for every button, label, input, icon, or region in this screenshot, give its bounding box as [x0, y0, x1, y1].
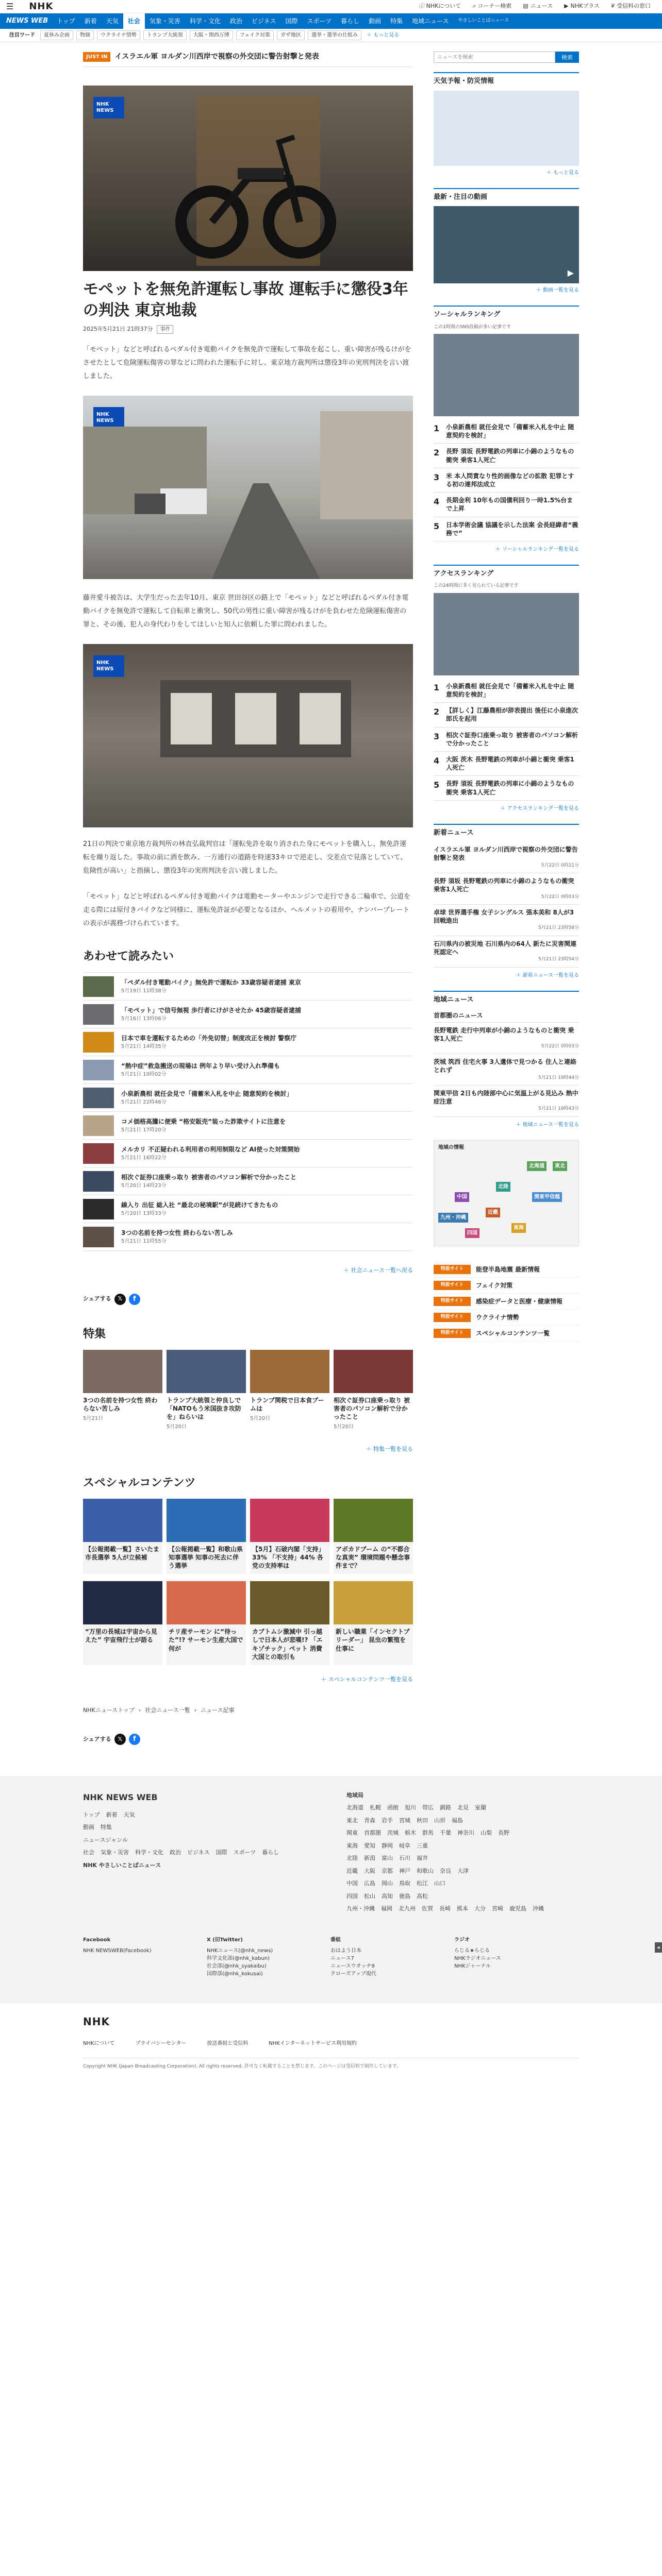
- share-bar: [83, 1294, 413, 1305]
- moped-silhouette: [83, 86, 413, 271]
- rank-number: 1: [434, 682, 440, 692]
- feature-thumbnail: [250, 1350, 329, 1393]
- main-column: [83, 52, 413, 1745]
- tab-politics[interactable]: 政治: [229, 18, 242, 25]
- tab-easy-news[interactable]: やさしいことばニュース: [458, 18, 509, 24]
- special-card[interactable]: [250, 1581, 329, 1665]
- search-input[interactable]: [434, 52, 555, 63]
- special-title: 新しい職業「インセクトブリーダー」 昆虫の繁殖を仕事に: [336, 1628, 410, 1652]
- special-thumbnail: [167, 1499, 246, 1542]
- related-title: コメ価格高騰に便乗 “格安販売”装った詐欺サイトに注意を: [121, 1118, 286, 1125]
- special-banners: [434, 1262, 579, 1342]
- feature-thumbnail: [83, 1350, 162, 1393]
- global-links: [419, 2, 651, 11]
- related-date: 5月21日 10時02分: [121, 1072, 167, 1077]
- breadcrumb: [83, 1706, 413, 1715]
- trending-chip[interactable]: 夏休み企画: [40, 30, 73, 40]
- newsweb-brand[interactable]: NEWS WEB: [6, 17, 48, 25]
- article-category[interactable]: 事件: [157, 325, 173, 334]
- play-icon: ▶: [567, 268, 574, 278]
- facebook-share-icon[interactable]: f: [129, 1294, 140, 1305]
- related-thumbnail: [83, 1032, 114, 1053]
- weather-map[interactable]: [434, 91, 579, 166]
- related-thumbnail: [83, 1143, 114, 1164]
- special-title: アボカドブーム の“不都合な真実” 環境問題や懸念事件まで？: [336, 1545, 410, 1569]
- features-list-link[interactable]: ＋ 特集一覧を見る: [366, 1446, 413, 1453]
- street-scene: [83, 396, 413, 579]
- social-ranking-image[interactable]: [434, 334, 579, 416]
- feature-card[interactable]: [334, 1350, 413, 1431]
- social-ranking-link[interactable]: ＋ ソーシャルランキング一覧を見る: [495, 546, 579, 552]
- related-item[interactable]: [83, 1001, 413, 1028]
- related-date: 5月21日 11時55分: [121, 1239, 167, 1244]
- facebook-share-icon[interactable]: f: [129, 1734, 140, 1745]
- link-corner-search[interactable]: ⌕ コーナー検索: [472, 2, 511, 11]
- special-title: 【5月】石破内閣「支持」33% 「不支持」44% 各党の支持率は: [252, 1545, 325, 1569]
- news-icon: ▤: [523, 3, 528, 10]
- region-hokuriku[interactable]: 北陸: [496, 1182, 510, 1192]
- video-more-link[interactable]: ＋ 動画一覧を見る: [536, 287, 579, 293]
- footer-nhk-logo[interactable]: NHK: [83, 2015, 110, 2028]
- tab-disaster[interactable]: 気象・災害: [149, 18, 180, 25]
- breadcrumb-item[interactable]: 社会ニュース一覧: [145, 1707, 190, 1714]
- access-rank-item[interactable]: 3 相次ぐ証券口座乗っ取り 被害者のパソコン解析で分かったこと: [434, 727, 579, 752]
- search-icon: ⌕: [472, 3, 476, 10]
- rank-number: 5: [434, 780, 440, 790]
- special-cards-row2: [83, 1581, 413, 1665]
- rank-number: 4: [434, 497, 440, 507]
- local-news-list: [434, 1009, 579, 1117]
- tab-international[interactable]: 国際: [285, 18, 298, 25]
- access-rank-item[interactable]: 2 【詳しく】江藤農相が辞表提出 後任に小泉進次郎氏を起用: [434, 703, 579, 727]
- banner-noto[interactable]: 特設サイト 能登半島地震 最新情報: [434, 1262, 579, 1278]
- link-news[interactable]: ▤ ニュース: [523, 2, 553, 11]
- footer-link[interactable]: NHKインターネットサービス利用規約: [269, 2040, 357, 2046]
- share-bar-bottom: [83, 1734, 413, 1745]
- access-ranking-note: この24時間に多く見られている記事です: [434, 583, 519, 589]
- social-rank-item[interactable]: 3 米 本人問責なり性的画像などの拡散 犯罪とする初の連邦法成立: [434, 468, 579, 493]
- local-news-heading: 地域ニュース: [434, 991, 579, 1005]
- special-thumbnail: [167, 1581, 246, 1624]
- related-thumbnail: [83, 1227, 114, 1247]
- related-heading: あわせて読みたい: [83, 950, 174, 963]
- tab-science[interactable]: 科学・文化: [189, 18, 221, 25]
- footer-sns: Facebook NHK NEWSWEB(Facebook) X (旧Twitter) NHKニュース(@nhk_news) 科学文化部(@nhk_kabun) 社会部(@nhk_syakaibu) 国際部(@nhk_kokusai) 番組 おはよう日本 ニュース7 ニュースウオッチ9 クローズアップ現代 ラジオ らじる★らじる NHKラジオニュース NHKジャーナル: [83, 1937, 501, 1977]
- trending-words: [0, 29, 662, 42]
- court-plaque: [83, 644, 413, 827]
- special-cards-row1: [83, 1499, 413, 1574]
- feature-thumbnail: [167, 1350, 246, 1393]
- feature-thumbnail: [334, 1350, 413, 1393]
- access-rank-item[interactable]: 1 小泉新農相 就任会見で「備蓄米入札を中止 随意契約を検討」: [434, 679, 579, 703]
- related-item[interactable]: [83, 1223, 413, 1251]
- feature-date: 5月21日: [83, 1415, 104, 1421]
- access-ranking-link[interactable]: ＋ アクセスランキング一覧を見る: [500, 805, 579, 811]
- features-heading: 特集: [83, 1327, 106, 1341]
- banner-special[interactable]: 特設サイト スペシャルコンテンツ一覧: [434, 1326, 579, 1342]
- local-news-item[interactable]: 長野電鉄 走行中列車が小錦のようなものと衝突 乗客1人死亡 5月22日 0時03分: [434, 1023, 579, 1054]
- related-date: 5月16日 13時06分: [121, 1016, 167, 1022]
- related-item[interactable]: [83, 1140, 413, 1167]
- related-thumbnail: [83, 1199, 114, 1219]
- global-header: [0, 0, 662, 13]
- feature-card[interactable]: [83, 1350, 162, 1431]
- trending-chip[interactable]: 大阪・関西万博: [190, 30, 233, 40]
- region-tohoku[interactable]: 東北: [553, 1161, 567, 1171]
- region-kinki[interactable]: 近畿: [486, 1208, 500, 1217]
- related-date: 5月21日 17時20分: [121, 1127, 167, 1133]
- special-card[interactable]: [167, 1499, 246, 1574]
- weather-heading[interactable]: 天気予報・防災情報: [434, 72, 579, 87]
- trending-more-link[interactable]: ＋ もっと見る: [367, 32, 400, 38]
- access-rank-item[interactable]: 4 大阪 茨木 長野電鉄の列車が小錦と衝突 乗客1人死亡: [434, 752, 579, 776]
- related-title: “熱中症”救急搬送の現場は 例年より早い受け入れ準備も: [121, 1062, 280, 1070]
- region-kyushu[interactable]: 九州・沖縄: [438, 1213, 468, 1223]
- related-thumbnail: [83, 1060, 114, 1080]
- link-fee[interactable]: ¥ 受信料の窓口: [611, 2, 651, 11]
- features-cards: [83, 1350, 413, 1431]
- article-paragraph: 「モペット」などと呼ばれるペダル付き電動バイクを無免許で運転して事故を起こし、重い障害が残るけがをさせたとして危険運転傷害の罪などに問われた運転手に対し、東京地方裁判所は懲役3年の実刑判決を言い渡しました。: [83, 346, 411, 380]
- latest-news-link[interactable]: ＋ 新着ニュース一覧を見る: [516, 972, 579, 978]
- special-list-link[interactable]: ＋ スペシャルコンテンツ一覧を見る: [321, 1675, 413, 1683]
- trending-chip[interactable]: 選挙・選挙の仕組み: [308, 30, 361, 40]
- link-about[interactable]: ⓘ NHKについて: [419, 2, 461, 11]
- local-news-item[interactable]: 関東甲信 2日も内陸部中心に気温上がる見込み 熱中症注意 5月21日 19時43分: [434, 1086, 579, 1117]
- weather-more-link[interactable]: ＋ もっと見る: [546, 170, 579, 176]
- trending-chip[interactable]: 物価: [76, 30, 94, 40]
- article-photo-court: [83, 644, 413, 827]
- related-date: 5月21日 14時35分: [121, 1044, 167, 1049]
- nhk-news-badge: NHK NEWS: [93, 407, 124, 429]
- tab-latest[interactable]: 新着: [84, 18, 97, 25]
- breadcrumb-item[interactable]: NHKニューストップ: [83, 1707, 135, 1714]
- tab-top[interactable]: トップ: [57, 18, 75, 25]
- latest-news-item[interactable]: イスラエル軍 ヨルダン川西岸で視察の外交団に警告射撃と発表 5月22日 0時21分: [434, 842, 579, 873]
- latest-news-item[interactable]: 長野 須坂 長野電鉄の列車に小錦のようなもの衝突 乗客1人死亡 5月22日 0時03分: [434, 873, 579, 905]
- region-tokai[interactable]: 東海: [511, 1223, 526, 1233]
- related-title: 小泉新農相 就任会見で「備蓄米入札を中止 随意契約を検討」: [121, 1090, 293, 1097]
- related-title: 「モペット」で信号無視 歩行者にけがさせたか 45歳容疑者逮捕: [121, 1007, 301, 1014]
- related-item[interactable]: [83, 1167, 413, 1195]
- rank-number: 5: [434, 521, 440, 531]
- access-ranking-heading: アクセスランキング: [434, 565, 579, 579]
- banner-health[interactable]: 特設サイト 感染症データと医療・健康情報: [434, 1294, 579, 1310]
- latest-news-list: [434, 842, 579, 968]
- link-nhkplus[interactable]: ▶ NHKプラス: [564, 2, 600, 11]
- nhk-news-badge: NHK NEWS: [93, 97, 124, 118]
- related-date: 5月20日 13時33分: [121, 1211, 167, 1216]
- local-news-link[interactable]: ＋ 地域ニュース一覧を見る: [516, 1122, 579, 1128]
- sidebar: [434, 52, 579, 1745]
- footer-link[interactable]: 放送番組と受信料: [207, 2040, 249, 2046]
- tab-sports[interactable]: スポーツ: [307, 18, 332, 25]
- related-date: 5月19日 11時38分: [121, 988, 167, 994]
- related-title: 「ペダル付き電動バイク」無免許で運転か 33歳容疑者逮捕 東京: [121, 979, 301, 986]
- trending-label: 注目ワード: [9, 32, 35, 38]
- footer-bottom: [0, 2004, 662, 2080]
- trending-chip[interactable]: フェイク対策: [236, 30, 274, 40]
- rank-number: 3: [434, 472, 440, 482]
- society-list-link[interactable]: ＋ 社会ニュース一覧へ戻る: [343, 1267, 413, 1274]
- rank-number: 4: [434, 756, 440, 766]
- related-title: 相次ぐ証券口座乗っ取り 被害者のパソコン解析で分かったこと: [121, 1174, 296, 1181]
- article-photo-moped: [83, 86, 413, 271]
- tab-features[interactable]: 特集: [390, 18, 403, 25]
- article-paragraph: 「モペット」などと呼ばれるペダル付き電動バイクは電動モーターやエンジンで走行できる二輪車で、公道を走る際には原付きバイクなど同様に、運転免許証が必要となるほか、ヘルメットの着用や、ナンバープレートの表示が義務づけられています。: [83, 893, 411, 927]
- special-card[interactable]: [83, 1499, 162, 1574]
- feature-title: トランプ大統領と仲良しで「NATOもう米国抜き攻防を」ねらいは: [167, 1396, 241, 1420]
- just-in-badge: JUST IN: [83, 52, 110, 62]
- social-ranking-heading: ソーシャルランキング: [434, 306, 579, 320]
- rank-number: 2: [434, 707, 440, 717]
- article-paragraph: 藤井愛斗被告は、大学生だった去年10月、東京 世田谷区の路上で「モペット」などと呼ばれるペダル付き電動バイクを無免許で運転して自転車と衝突し、50代の男性に重い障害が残るけがを負わせた危険運転傷害の罪と、その後、犯人の身代わりをしてほしいと知人に依頼した罪に問われました。: [83, 594, 409, 629]
- special-title: 【公報掲載一覧】和歌山県知事選挙 知事の死去に伴う選挙: [169, 1545, 243, 1569]
- scroll-top-tab[interactable]: ◂: [655, 1942, 662, 1953]
- special-heading: スペシャルコンテンツ: [83, 1476, 196, 1489]
- special-title: “万里の長城は宇宙から見えた” 宇宙飛行士が語る: [85, 1628, 157, 1644]
- special-card[interactable]: [334, 1581, 413, 1665]
- article-meta: [83, 325, 413, 334]
- feature-card[interactable]: [250, 1350, 329, 1431]
- footer-link[interactable]: NHKについて: [83, 2040, 115, 2046]
- article-title: モペットを無免許運転し事故 運転手に懲役3年の判決 東京地裁: [83, 280, 408, 319]
- trending-chip[interactable]: ウクライナ情勢: [97, 30, 140, 40]
- article-paragraph: 21日の判決で東京地方裁判所の林直弘裁判官は「運転免許を取り消された身にモペットを購入し、無免許運転を繰り返した。事故の前に酒を飲み、一方通行の道路を時速33キロで逆走し、交差点で見落としていて、危険性が高い」と指摘し、懲役3年の実刑判決を言い渡しました。: [83, 840, 407, 875]
- special-title: チリ産サーモン に“待った”!? サーモン生産大国で何が: [169, 1628, 243, 1652]
- special-title: 【公報掲載一覧】さいたま市長選挙 5人が立候補: [85, 1545, 160, 1561]
- region-kanto[interactable]: 関東甲信越: [532, 1192, 562, 1202]
- local-news-subheading[interactable]: 首都圏のニュース: [434, 1009, 579, 1023]
- related-date: 5月21日 16時22分: [121, 1155, 167, 1161]
- rank-number: 1: [434, 423, 440, 433]
- rank-number: 3: [434, 731, 440, 741]
- share-label: シェアする: [83, 1295, 111, 1302]
- tab-weather[interactable]: 天気: [106, 18, 119, 25]
- special-card[interactable]: [167, 1581, 246, 1665]
- video-thumbnail[interactable]: [434, 206, 579, 283]
- related-date: 5月20日 14時23分: [121, 1183, 167, 1189]
- related-thumbnail: [83, 1004, 114, 1025]
- special-card[interactable]: [83, 1581, 162, 1665]
- region-map-label: 地域の情報: [438, 1144, 464, 1150]
- special-thumbnail: [83, 1499, 162, 1542]
- video-heading: 最新・注目の動画: [434, 188, 579, 202]
- nhk-news-badge: NHK NEWS: [93, 655, 124, 677]
- special-title: カブトムシ激減中 引っ越しで日本人が悲嘆!? 「エキゾチック」ペット 消費大国との取引も: [252, 1628, 323, 1660]
- just-in-headline[interactable]: イスラエル軍 ヨルダン川西岸で視察の外交団に警告射撃と発表: [114, 53, 319, 61]
- play-icon: ▶: [564, 3, 569, 10]
- feature-date: 5月20日: [167, 1424, 187, 1430]
- latest-news-heading: 新着ニュース: [434, 824, 579, 838]
- social-rank-item[interactable]: 5 日本学術会議 協議を示した法案 会長経緯者“義務で”: [434, 517, 579, 541]
- feature-title: トランプ関税で日本食ブームは: [250, 1396, 324, 1412]
- info-icon: ⓘ: [418, 3, 424, 10]
- banner-fake[interactable]: 特設サイト フェイク対策: [434, 1278, 579, 1294]
- breadcrumb-item: ニュース記事: [201, 1707, 235, 1714]
- article-photo-street: [83, 396, 413, 579]
- breadcrumb-separator: ›: [194, 1707, 197, 1714]
- tab-local[interactable]: 地域ニュース: [412, 18, 449, 25]
- latest-news-item[interactable]: 卓球 世界選手権 女子シングルス 張本美和 8人が3回戦進出 5月21日 23時58分: [434, 905, 579, 936]
- footer-right: 地域局 北海道 札幌 函館 旭川 帯広 釧路 北見 室蘭 東北 青森 岩手 宮城 秋田 山形 福島 関東 首都圏 茨城 栃木 群馬 千葉 神奈川 山梨 長野 東海 愛知 静岡 岐阜 三重 北陸 新潟 富山 石川 福井 近畿 大阪 京都 神戸 和歌山 奈良 大津 中国 広島 岡山 鳥取 松江 山口 四国 松山 高知 徳島 高松 九州・沖縄 福岡 北九州 佐賀 長崎 熊本 大分 宮崎 鹿児島 沖縄: [346, 1791, 544, 1912]
- rank-number: 2: [434, 448, 440, 458]
- related-item[interactable]: [83, 973, 413, 1001]
- share-label: シェアする: [83, 1735, 111, 1742]
- related-title: 日本で車を運転するための「外免切替」制度改正を検討 警察庁: [121, 1035, 297, 1042]
- yen-icon: ¥: [611, 3, 615, 10]
- related-list: [83, 972, 413, 1251]
- search-button[interactable]: 検索: [555, 52, 579, 63]
- special-thumbnail: [250, 1581, 329, 1624]
- social-ranking-note: この1時間のSNS投稿が多い記事です: [434, 324, 511, 330]
- related-thumbnail: [83, 1115, 114, 1136]
- related-item[interactable]: [83, 1195, 413, 1223]
- related-thumbnail: [83, 1088, 114, 1108]
- tab-society[interactable]: 社会: [123, 13, 145, 29]
- menu-icon[interactable]: ☰: [6, 1, 14, 11]
- tab-business[interactable]: ビジネス: [251, 18, 276, 25]
- related-date: 5月21日 22時46分: [121, 1099, 167, 1105]
- latest-news-item[interactable]: 石川県内の被災地 石川県内の64人 新たに災害関連死認定へ 5月21日 23時54分: [434, 936, 579, 968]
- x-share-icon[interactable]: 𝕏: [114, 1734, 126, 1745]
- nhk-logo[interactable]: NHK: [29, 1, 54, 12]
- local-news-item[interactable]: 茨城 筑西 住宅火事 3人遺体で見つかる 住人と連絡とれず 5月21日 19時44分: [434, 1054, 579, 1086]
- main-nav: [0, 13, 662, 29]
- social-rank-item[interactable]: 2 長野 須坂 長野電鉄の列車に小錦のようなもの衝突 乗客1人死亡: [434, 444, 579, 468]
- related-item[interactable]: [83, 1028, 413, 1056]
- social-rank-item[interactable]: 1 小泉新農相 就任会見で「備蓄米入札を中止 随意契約を検討」: [434, 419, 579, 444]
- related-item[interactable]: [83, 1084, 413, 1112]
- access-ranking-image[interactable]: [434, 593, 579, 675]
- tab-life[interactable]: 暮らし: [341, 18, 360, 25]
- news-search: [434, 52, 579, 63]
- footer-link[interactable]: プライバシーセンター: [135, 2040, 187, 2046]
- footer-logo[interactable]: NHK NEWS WEB: [83, 1792, 158, 1802]
- feature-date: 5月20日: [334, 1424, 354, 1430]
- copyright: Copyright NHK (Japan Broadcasting Corporation). All rights reserved. 許可なく転載することを禁じます。このページは受信料で制作しています。: [83, 2058, 579, 2071]
- region-chugoku[interactable]: 中国: [455, 1192, 469, 1202]
- footer-left: NHK NEWS WEB トップ 新着 天気 動画 特集 ニュースジャンル 社会 気象・災害 科学・文化 政治 ビジネス 国際 スポーツ 暮らし NHK やさしいことばニュース: [83, 1791, 316, 1918]
- related-title: 3つの名前を持つ女性 終わらない苦しみ: [121, 1229, 233, 1236]
- special-thumbnail: [334, 1499, 413, 1542]
- special-thumbnail: [334, 1581, 413, 1624]
- related-title: 線入り 出征 総入社 “最北の秘境駅”が見続けてきたもの: [121, 1201, 278, 1209]
- trending-chip[interactable]: トランプ大統領: [143, 30, 187, 40]
- special-thumbnail: [250, 1499, 329, 1542]
- tab-video[interactable]: 動画: [369, 18, 382, 25]
- special-card[interactable]: [250, 1499, 329, 1574]
- feature-title: 3つの名前を持つ女性 終わらない苦しみ: [83, 1396, 158, 1412]
- feature-date: 5月20日: [250, 1415, 271, 1421]
- feature-card[interactable]: [167, 1350, 246, 1431]
- special-thumbnail: [83, 1581, 162, 1624]
- trending-chip[interactable]: ガザ地区: [277, 30, 305, 40]
- related-item[interactable]: [83, 1112, 413, 1140]
- region-shikoku[interactable]: 四国: [465, 1228, 479, 1238]
- feature-title: 相次ぐ証券口座乗っ取り 被害者のパソコン解析で分かったこと: [334, 1396, 410, 1420]
- region-hokkaido[interactable]: 北海道: [527, 1161, 547, 1171]
- related-item[interactable]: [83, 1056, 413, 1084]
- breadcrumb-separator: ›: [138, 1707, 141, 1714]
- social-rank-item[interactable]: 4 長期金利 10年もの国債利回り一時1.5%台まで上昇: [434, 493, 579, 517]
- related-thumbnail: [83, 1171, 114, 1192]
- article-date: 2025年5月21日 21時37分: [83, 326, 153, 333]
- x-share-icon[interactable]: 𝕏: [114, 1294, 126, 1305]
- region-map: [434, 1140, 579, 1246]
- just-in-bar[interactable]: [83, 52, 413, 67]
- related-title: メルカリ 不正疑われる利用者の利用制限など AI使った対策開始: [121, 1146, 300, 1153]
- site-footer: [0, 1776, 662, 2080]
- related-thumbnail: [83, 976, 114, 997]
- access-rank-item[interactable]: 5 長野 須坂 長野電鉄の列車に小錦のようなもの衝突 乗客1人死亡: [434, 776, 579, 800]
- special-card[interactable]: [334, 1499, 413, 1574]
- banner-ukraine[interactable]: 特設サイト ウクライナ情勢: [434, 1310, 579, 1326]
